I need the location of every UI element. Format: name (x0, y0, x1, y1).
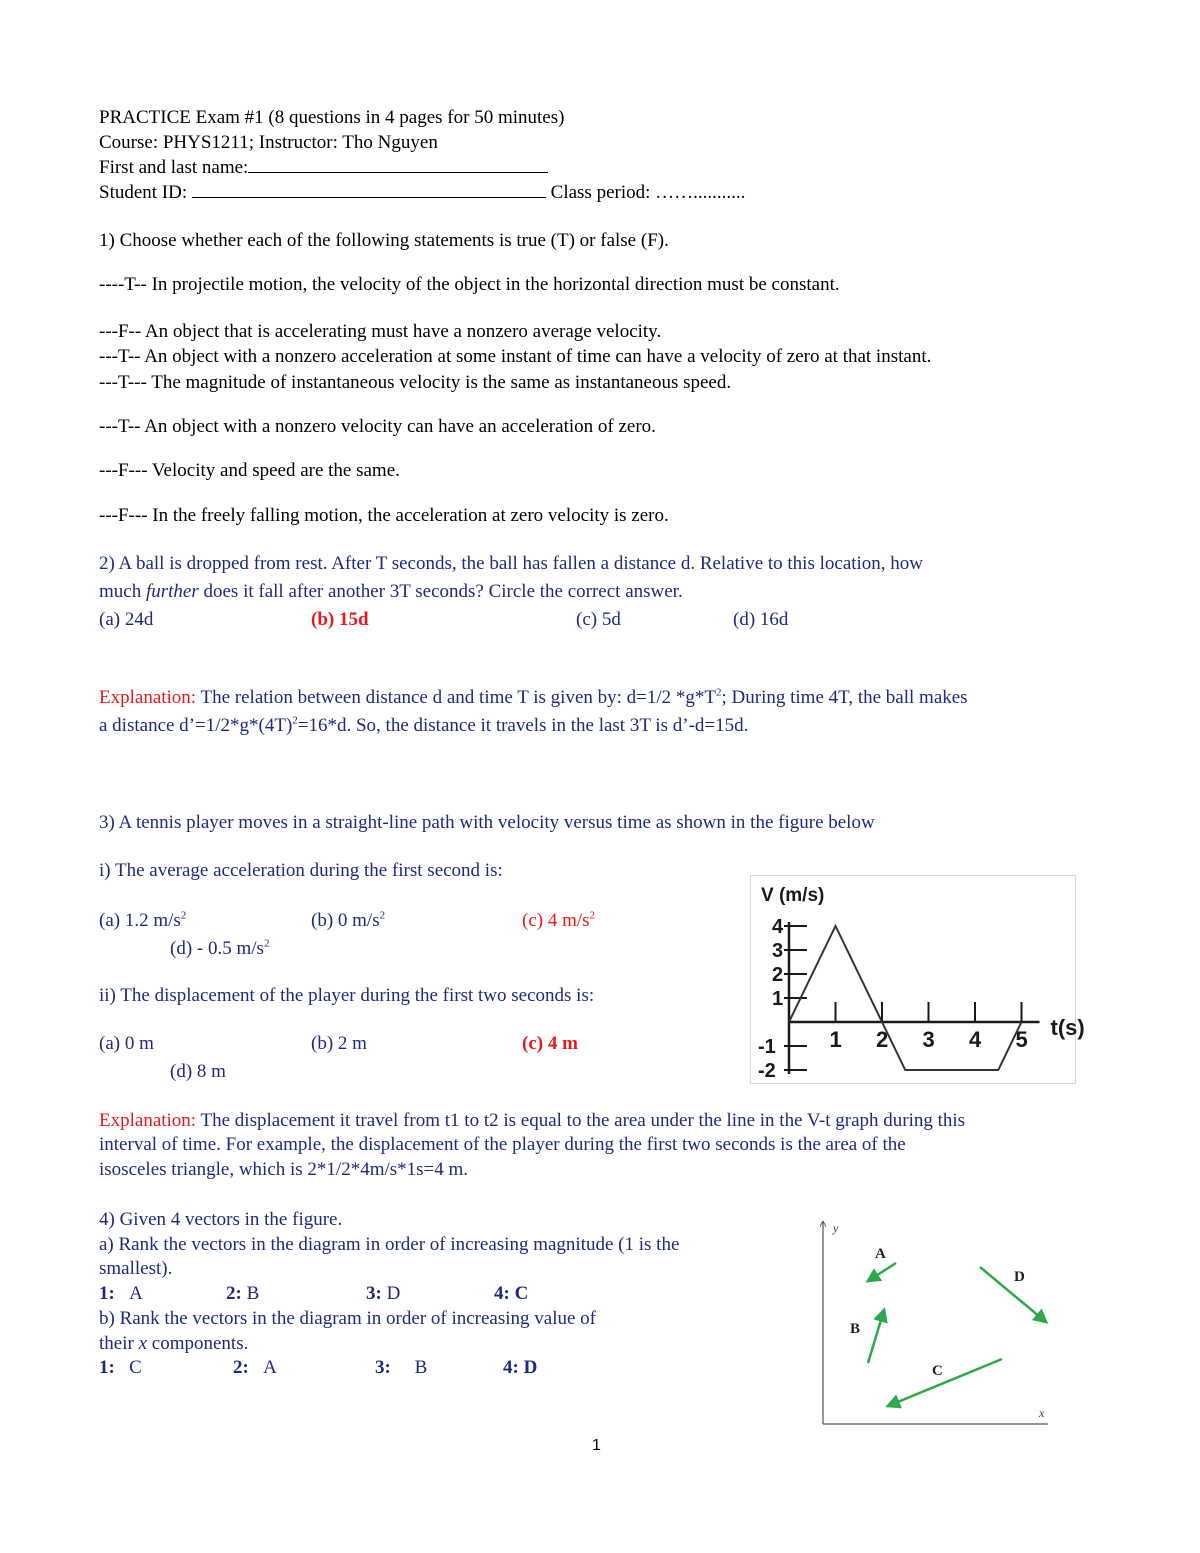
q2-text: does it fall after another 3T seconds? Circle the correct answer. (198, 581, 683, 602)
q1-statement: ---F--- In the freely falling motion, the acceleration at zero velocity is zero. (99, 505, 669, 526)
q3-i-choice-a[interactable] (99, 910, 186, 933)
q3-explanation-line1 (99, 1110, 965, 1133)
rank-value: C (129, 1357, 142, 1378)
vector-b-label: B (850, 1321, 861, 1337)
q3-part-i: i) The average acceleration during the first second is: (99, 860, 503, 881)
rank-value: D (386, 1283, 401, 1304)
superscript: 2 (263, 937, 270, 950)
explanation-text: =16*d. So, the distance it travels in the last 3T is d’-d=15d. (297, 715, 749, 736)
q3-explanation-line3: isosceles triangle, which is 2*1/2*4m/s*1s=4 m. (99, 1159, 469, 1180)
q3-i-choice-b[interactable] (311, 910, 385, 933)
x-tick-label: 1 (829, 1027, 842, 1052)
choice-text: (b) 0 m/s (311, 910, 380, 931)
y-tick-label: -1 (758, 1036, 776, 1058)
q3-ii-choice-a[interactable]: (a) 0 m (99, 1033, 154, 1054)
q3-prompt: 3) A tennis player moves in a straight-line path with velocity versus time as shown in the figure below (99, 812, 875, 833)
vector-diagram (810, 1218, 1055, 1430)
y-axis-label: V (m/s) (761, 885, 825, 906)
q4-rank-a-2 (226, 1283, 259, 1306)
rank-number: 4: (503, 1357, 519, 1378)
vector-b-arrow (868, 1310, 884, 1363)
q4-rank-b-3 (375, 1357, 427, 1380)
choice-text: (d) - 0.5 m/s (170, 938, 264, 959)
q4-intro (99, 1209, 342, 1232)
q2-choice-d[interactable]: (d) 16d (733, 609, 789, 630)
vector-c-label: C (932, 1363, 943, 1379)
rank-value: A (129, 1283, 143, 1304)
explanation-text: ; During time 4T, the ball makes (721, 687, 968, 708)
superscript: 2 (716, 686, 722, 699)
q4-intro-text: Given 4 vectors in the figure. (114, 1209, 343, 1230)
choice-text: (a) 1.2 m/s (99, 910, 181, 931)
q4-text: their (99, 1333, 139, 1354)
superscript: 2 (589, 909, 596, 922)
x-tick-label: 4 (969, 1027, 982, 1052)
name-line (99, 157, 548, 180)
rank-value: B (414, 1357, 428, 1378)
q1-statement: ---F--- Velocity and speed are the same. (99, 460, 400, 481)
name-blank[interactable] (248, 158, 548, 173)
student-id-label: Student ID: (99, 182, 188, 203)
q1-statement: ---T--- The magnitude of instantaneous velocity is the same as instantaneous speed. (99, 372, 732, 393)
class-period-label: Class period: ……........... (550, 182, 746, 203)
q3-part-ii: ii) The displacement of the player during the first two seconds is: (99, 985, 595, 1006)
rank-number: 3: (366, 1283, 382, 1304)
y-tick-label: 4 (772, 916, 784, 938)
q4-rank-b-1 (99, 1357, 142, 1380)
q2-explanation-line1 (99, 687, 968, 710)
rank-value: D (523, 1357, 538, 1378)
explanation-text: The relation between distance d and time T is given by: d=1/2 *g*T (196, 687, 717, 708)
q4-emphasis: x (138, 1333, 148, 1354)
y-tick-label: 1 (772, 988, 784, 1010)
explanation-text: The displacement it travel from t1 to t2 is equal to the area under the line in the V-t graph during this (196, 1110, 966, 1131)
q3-ii-choice-b[interactable]: (b) 2 m (311, 1033, 367, 1054)
q4-part-b-line1: b) Rank the vectors in the diagram in order of increasing value of (99, 1308, 596, 1329)
x-axis-label: x (1039, 1406, 1045, 1420)
superscript: 2 (379, 909, 386, 922)
y-tick-label: 2 (772, 964, 784, 986)
q2-prompt-line2 (99, 581, 683, 604)
q1-prompt: 1) Choose whether each of the following statements is true (T) or false (F). (99, 230, 669, 251)
course-line: Course: PHYS1211; Instructor: Tho Nguyen (99, 132, 438, 153)
superscript: 2 (180, 909, 187, 922)
q3-ii-choice-c[interactable]: (c) 4 m (522, 1033, 578, 1054)
chart-frame (751, 876, 1076, 1084)
y-axis-label: y (833, 1221, 839, 1235)
rank-number: 2: (233, 1357, 249, 1378)
q2-choice-c[interactable]: (c) 5d (576, 609, 621, 630)
q4-rank-a-4 (494, 1283, 528, 1306)
q4-number: 4) (99, 1209, 115, 1230)
explanation-label: Explanation: (99, 1110, 197, 1131)
q4-rank-a-1 (99, 1283, 143, 1306)
x-tick-label: 5 (1015, 1027, 1028, 1052)
vector-a-arrow (868, 1263, 896, 1281)
q4-text: components. (147, 1333, 249, 1354)
q3-i-choice-c[interactable] (522, 910, 595, 933)
rank-number: 3: (375, 1357, 391, 1378)
y-tick-label: 3 (772, 940, 784, 962)
exam-title: PRACTICE Exam #1 (8 questions in 4 pages for 50 minutes) (99, 107, 565, 128)
explanation-text: a distance d’=1/2*g*(4T) (99, 715, 293, 736)
q1-statement: ---T-- An object with a nonzero acceleration at some instant of time can have a velocity of zero at that instant. (99, 346, 932, 367)
vector-d-arrow (980, 1267, 1046, 1322)
q4-rank-a-3 (366, 1283, 400, 1306)
q2-emphasis: further (145, 581, 199, 602)
rank-number: 1: (99, 1283, 115, 1304)
q1-statement: ----T-- In projectile motion, the velocity of the object in the horizontal direction must be constant. (99, 274, 840, 295)
choice-text: (c) 4 m/s (522, 910, 590, 931)
rank-number: 1: (99, 1357, 115, 1378)
q4-rank-b-2 (233, 1357, 277, 1380)
x-tick-label: 2 (876, 1027, 889, 1052)
q4-rank-b-4 (503, 1357, 537, 1380)
velocity-time-chart (750, 875, 1085, 1084)
q3-i-choice-d[interactable] (170, 938, 269, 961)
rank-value: A (263, 1357, 277, 1378)
q2-choice-a[interactable]: (a) 24d (99, 609, 154, 630)
student-id-line (99, 182, 745, 205)
rank-number: 2: (226, 1283, 242, 1304)
vector-c-arrow (888, 1359, 1002, 1406)
q2-choice-b[interactable]: (b) 15d (311, 609, 369, 630)
superscript: 2 (292, 714, 298, 727)
q1-statement: ---F-- An object that is accelerating must have a nonzero average velocity. (99, 321, 662, 342)
q2-explanation-line2 (99, 715, 748, 738)
y-tick-label: -2 (758, 1060, 776, 1082)
page-number: 1 (592, 1437, 601, 1454)
q4-part-b-line2 (99, 1333, 248, 1356)
vector-a-label: A (875, 1246, 886, 1262)
x-axis-label: t(s) (1050, 1015, 1085, 1040)
name-label: First and last name: (99, 157, 249, 178)
q4-part-a-line1: a) Rank the vectors in the diagram in order of increasing magnitude (1 is the (99, 1234, 680, 1255)
q2-text: much (99, 581, 146, 602)
rank-number: 4: (494, 1283, 510, 1304)
q3-ii-choice-d[interactable]: (d) 8 m (170, 1061, 226, 1082)
rank-value: C (514, 1283, 529, 1304)
student-id-blank[interactable] (192, 183, 546, 198)
rank-value: B (246, 1283, 260, 1304)
q1-statement: ---T-- An object with a nonzero velocity can have an acceleration of zero. (99, 416, 656, 437)
q2-prompt-line1: 2) A ball is dropped from rest. After T seconds, the ball has fallen a distance d. Relative to this location, how (99, 553, 924, 574)
vector-d-label: D (1014, 1269, 1025, 1285)
q3-explanation-line2: interval of time. For example, the displacement of the player during the first two seconds is the area of the (99, 1134, 906, 1155)
x-tick-label: 3 (922, 1027, 935, 1052)
explanation-label: Explanation: (99, 687, 197, 708)
q4-part-a-line2: smallest). (99, 1258, 173, 1279)
